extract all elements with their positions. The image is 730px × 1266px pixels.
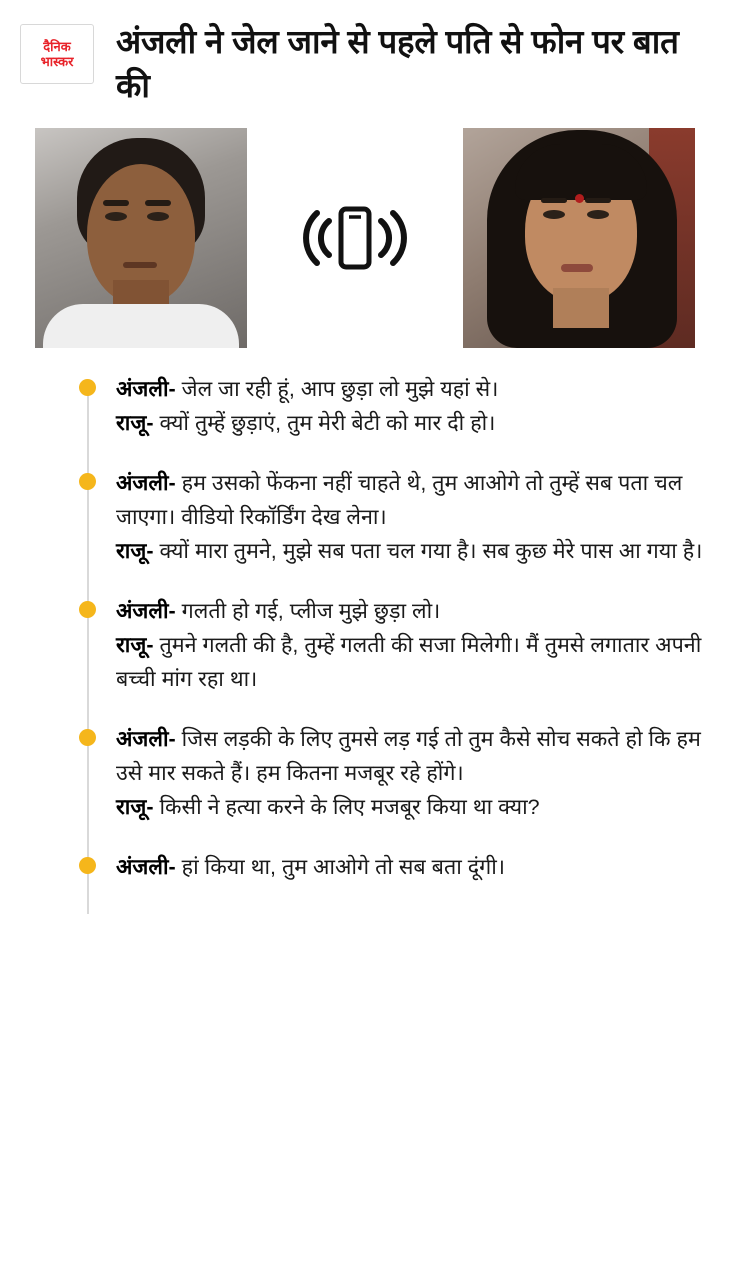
timeline-dot xyxy=(79,473,96,490)
conversation-line xyxy=(68,722,708,790)
neck-shape xyxy=(553,288,609,328)
speaker-label: अंजली- xyxy=(116,471,176,495)
page-header xyxy=(0,0,730,114)
conversation-line xyxy=(68,594,708,628)
speech-text: क्यों तुम्हें छुड़ाएं, तुम मेरी बेटी को मार दी हो। xyxy=(153,411,496,435)
eye-right xyxy=(587,210,609,219)
speaker-label: राजू- xyxy=(116,539,154,563)
conversation-list xyxy=(0,372,730,884)
eye-right xyxy=(147,212,169,221)
conversation-block xyxy=(68,594,708,696)
conversation-line xyxy=(68,534,708,568)
photo-husband xyxy=(35,128,247,348)
speech-text: जिस लड़की के लिए तुमसे लड़ गई तो तुम कैसे सोच सकते हो कि हम उसे मार सकते हैं। हम कितना मजबूर रहे होंगे। xyxy=(116,727,701,785)
timeline-dot xyxy=(79,729,96,746)
conversation-block xyxy=(68,722,708,824)
speech-text: जेल जा रही हूं, आप छुड़ा लो मुझे यहां से। xyxy=(175,377,499,401)
speaker-label: राजू- xyxy=(116,633,154,657)
shirt-shape xyxy=(43,304,239,348)
speaker-label: अंजली- xyxy=(116,855,176,879)
speech-text: हां किया था, तुम आओगे तो सब बता दूंगी। xyxy=(175,855,505,879)
brand-logo-line2: भास्कर xyxy=(40,54,74,69)
conversation-line xyxy=(68,850,708,884)
speaker-label: अंजली- xyxy=(116,599,176,623)
conversation-line xyxy=(68,466,708,534)
conversation-line xyxy=(68,372,708,406)
speaker-label: राजू- xyxy=(116,411,154,435)
brand-logo xyxy=(20,24,94,84)
timeline-dot xyxy=(79,379,96,396)
conversation-line xyxy=(68,790,708,824)
speaker-label: अंजली- xyxy=(116,377,176,401)
eyebrow-right xyxy=(585,198,611,203)
conversation-block xyxy=(68,850,708,884)
eyebrow-right xyxy=(145,200,171,206)
fringe-shape xyxy=(515,144,647,200)
speaker-label: अंजली- xyxy=(116,727,176,751)
ringing-phone-icon xyxy=(295,128,415,348)
page-title: अंजली ने जेल जाने से पहले पति से फोन पर बात की xyxy=(116,23,679,104)
speech-text: हम उसको फेंकना नहीं चाहते थे, तुम आओगे तो तुम्हें सब पता चल जाएगा। वीडियो रिकॉर्डिंग देख लेना। xyxy=(116,471,683,529)
speech-text: क्यों मारा तुमने, मुझे सब पता चल गया है। सब कुछ मेरे पास आ गया है। xyxy=(153,539,703,563)
speaker-label: राजू- xyxy=(116,795,154,819)
brand-logo-line1: दैनिक xyxy=(43,39,71,54)
eyebrow-left xyxy=(541,198,567,203)
timeline-dot xyxy=(79,601,96,618)
eye-left xyxy=(543,210,565,219)
eyebrow-left xyxy=(103,200,129,206)
conversation-block xyxy=(68,372,708,440)
mouth-shape xyxy=(123,262,157,268)
photo-wife xyxy=(463,128,695,348)
eye-left xyxy=(105,212,127,221)
conversation-block xyxy=(68,466,708,568)
conversation-line xyxy=(68,406,708,440)
speech-text: किसी ने हत्या करने के लिए मजबूर किया था क्या? xyxy=(153,795,540,819)
speech-text: गलती हो गई, प्लीज मुझे छुड़ा लो। xyxy=(175,599,441,623)
timeline-dot xyxy=(79,857,96,874)
speech-text: तुमने गलती की है, तुम्हें गलती की सजा मिलेगी। मैं तुमसे लगातार अपनी बच्ची मांग रहा था। xyxy=(116,633,702,691)
bindi-icon xyxy=(575,194,584,203)
conversation-line xyxy=(68,628,708,696)
photo-row xyxy=(35,128,695,350)
mouth-shape xyxy=(561,264,593,272)
